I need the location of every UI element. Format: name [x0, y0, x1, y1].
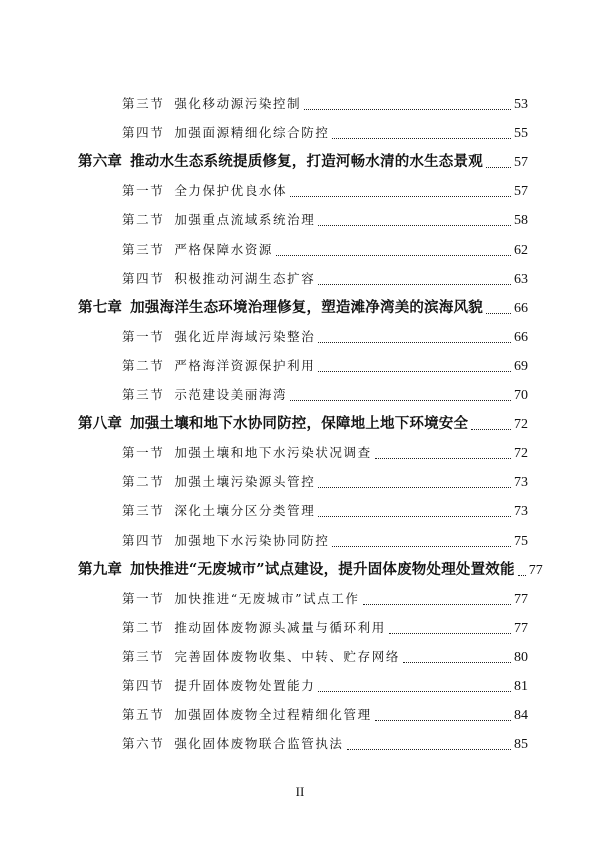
- toc-entry-label: [122, 209, 315, 231]
- section-title: 严格海洋资源保护利用: [174, 357, 316, 373]
- dot-leader: [347, 748, 511, 750]
- section-title: 强化移动源污染控制: [174, 96, 302, 111]
- dot-leader: [304, 108, 511, 110]
- toc-chapter-entry[interactable]: [78, 297, 528, 319]
- toc-page-number: 69: [514, 358, 528, 374]
- toc-page-number: 84: [514, 708, 528, 724]
- toc-entry-label: [122, 93, 301, 115]
- toc-entry-label: [122, 122, 329, 144]
- toc-section-entry[interactable]: [122, 355, 528, 377]
- toc-entry-label: [122, 326, 315, 348]
- toc-entry-label: [122, 268, 315, 290]
- toc-entry-label: [78, 413, 468, 435]
- page-number: II: [295, 784, 305, 799]
- section-number: 第二节: [122, 357, 165, 373]
- dot-leader: [318, 486, 511, 488]
- section-number: 第三节: [122, 503, 165, 519]
- chapter-title: 加强海洋生态环境治理修复，塑造滩净湾美的滨海风貌: [130, 298, 483, 316]
- dot-leader: [276, 254, 511, 256]
- toc-page-number: 73: [514, 504, 528, 520]
- section-number: 第六节: [122, 736, 165, 752]
- toc-page-number: 55: [514, 126, 528, 142]
- toc-page-number: 58: [514, 213, 528, 229]
- section-title: 加强地下水污染协同防控: [174, 532, 330, 548]
- toc-page-number: 57: [514, 184, 528, 200]
- chapter-number: 第七章: [78, 298, 123, 316]
- dot-leader: [332, 137, 511, 139]
- toc-section-entry[interactable]: [122, 704, 528, 726]
- toc-section-entry[interactable]: [122, 326, 528, 348]
- section-title: 严格保障水资源: [174, 241, 274, 257]
- section-number: 第三节: [122, 387, 165, 402]
- dot-leader: [318, 515, 511, 517]
- section-title: 加强土壤污染源头管控: [174, 474, 316, 490]
- toc-page-number: 77: [514, 591, 528, 607]
- section-number: 第四节: [122, 270, 165, 286]
- dot-leader: [318, 283, 511, 285]
- dot-leader: [290, 399, 511, 401]
- toc-page-number: 70: [514, 388, 528, 403]
- toc-section-entry[interactable]: [122, 675, 528, 697]
- dot-leader: [318, 341, 511, 343]
- dot-leader: [403, 661, 511, 663]
- section-title: 强化固体废物联合监管执法: [174, 736, 344, 752]
- toc-chapter-entry[interactable]: [78, 413, 528, 435]
- toc-page-number: 80: [514, 649, 528, 665]
- section-title: 加强面源精细化综合防控: [174, 125, 330, 141]
- toc-section-entry[interactable]: [122, 646, 528, 668]
- toc-entry-label: [78, 151, 483, 173]
- dot-leader: [518, 574, 526, 576]
- toc-entry-label: [122, 733, 344, 755]
- dot-leader: [375, 457, 511, 459]
- toc-section-entry[interactable]: [122, 384, 528, 406]
- section-number: 第三节: [122, 241, 165, 257]
- toc-entry-label: [122, 617, 386, 639]
- toc-page-number: 81: [514, 679, 528, 694]
- toc-section-entry[interactable]: [122, 530, 528, 552]
- section-number: 第五节: [122, 707, 165, 723]
- toc-section-entry[interactable]: [122, 617, 528, 639]
- dot-leader: [290, 195, 511, 197]
- toc-page-number: 85: [514, 737, 528, 753]
- toc-section-entry[interactable]: [122, 733, 528, 755]
- section-title: 提升固体废物处置能力: [174, 678, 316, 693]
- toc-entry-label: [122, 239, 273, 261]
- toc-entry-label: [122, 180, 287, 202]
- toc-section-entry[interactable]: [122, 93, 528, 115]
- section-title: 加快推进“无废城市”试点工作: [174, 590, 360, 606]
- section-number: 第一节: [122, 183, 165, 199]
- toc-entry-label: [122, 588, 360, 610]
- toc-page-number: 75: [514, 533, 528, 549]
- dot-leader: [389, 632, 511, 634]
- toc-entry-label: [122, 646, 400, 668]
- dot-leader: [318, 370, 511, 372]
- toc-page-number: 73: [514, 475, 528, 491]
- toc-page-number: 72: [514, 446, 528, 462]
- dot-leader: [375, 719, 511, 721]
- toc-entry-label: [122, 530, 329, 552]
- toc-section-entry[interactable]: [122, 471, 528, 493]
- dot-leader: [318, 690, 511, 692]
- section-title: 深化土壤分区分类管理: [174, 503, 316, 519]
- toc-page-number: 66: [514, 329, 528, 345]
- toc-section-entry[interactable]: [122, 588, 528, 610]
- toc-section-entry[interactable]: [122, 239, 528, 261]
- toc-page-number: 72: [514, 417, 528, 433]
- section-number: 第二节: [122, 212, 165, 228]
- section-title: 完善固体废物收集、中转、贮存网络: [174, 648, 400, 664]
- toc-page-number: 63: [514, 271, 528, 287]
- toc-entry-label: [122, 500, 315, 522]
- section-title: 推动固体废物源头减量与循环利用: [174, 619, 386, 635]
- section-number: 第三节: [122, 96, 165, 111]
- toc-entry-label: [122, 384, 287, 406]
- toc-entry-label: [78, 297, 483, 319]
- section-number: 第四节: [122, 532, 165, 548]
- section-title: 全力保护优良水体: [174, 183, 288, 199]
- section-number: 第一节: [122, 445, 165, 461]
- chapter-title: 加强土壤和地下水协同防控，保障地上地下环境安全: [130, 415, 469, 433]
- chapter-title: 加快推进“无废城市”试点建设，提升固体废物处理处置效能: [130, 560, 515, 578]
- toc-page-number: 66: [514, 300, 528, 316]
- toc-page-number: 77: [514, 620, 528, 636]
- section-title: 加强固体废物全过程精细化管理: [174, 707, 372, 723]
- toc-section-entry[interactable]: [122, 442, 528, 464]
- dot-leader: [486, 312, 511, 314]
- chapter-number: 第六章: [78, 153, 123, 171]
- toc-chapter-entry[interactable]: [78, 559, 543, 581]
- dot-leader: [332, 545, 511, 547]
- section-title: 加强土壤和地下水污染状况调查: [174, 445, 372, 461]
- toc-section-entry[interactable]: [122, 122, 528, 144]
- dot-leader: [363, 603, 512, 605]
- section-number: 第四节: [122, 678, 165, 693]
- section-title: 加强重点流域系统治理: [174, 212, 316, 228]
- toc-page-number: 62: [514, 242, 528, 258]
- toc-section-entry[interactable]: [122, 209, 528, 231]
- toc-entry-label: [122, 471, 315, 493]
- section-number: 第二节: [122, 474, 165, 490]
- toc-section-entry[interactable]: [122, 180, 528, 202]
- section-number: 第三节: [122, 648, 165, 664]
- section-title: 示范建设美丽海湾: [174, 387, 288, 402]
- toc-section-entry[interactable]: [122, 268, 528, 290]
- dot-leader: [471, 428, 511, 430]
- toc-section-entry[interactable]: [122, 500, 528, 522]
- section-number: 第四节: [122, 125, 165, 141]
- chapter-title: 推动水生态系统提质修复，打造河畅水清的水生态景观: [130, 153, 483, 171]
- section-number: 第一节: [122, 328, 165, 344]
- chapter-number: 第九章: [78, 560, 123, 578]
- dot-leader: [486, 166, 511, 168]
- toc-entry-label: [122, 442, 372, 464]
- toc-page-number: 53: [514, 97, 528, 112]
- section-number: 第二节: [122, 619, 165, 635]
- section-number: 第一节: [122, 590, 165, 606]
- dot-leader: [318, 224, 511, 226]
- toc-entry-label: [78, 559, 515, 581]
- section-title: 积极推动河湖生态扩容: [174, 270, 316, 286]
- toc-entry-label: [122, 704, 372, 726]
- toc-page-number: 57: [514, 155, 528, 171]
- toc-entry-label: [122, 675, 315, 697]
- chapter-number: 第八章: [78, 415, 123, 433]
- toc-entry-label: [122, 355, 315, 377]
- section-title: 强化近岸海域污染整治: [174, 328, 316, 344]
- toc-page-number: 77: [528, 562, 543, 578]
- toc-chapter-entry[interactable]: [78, 151, 528, 173]
